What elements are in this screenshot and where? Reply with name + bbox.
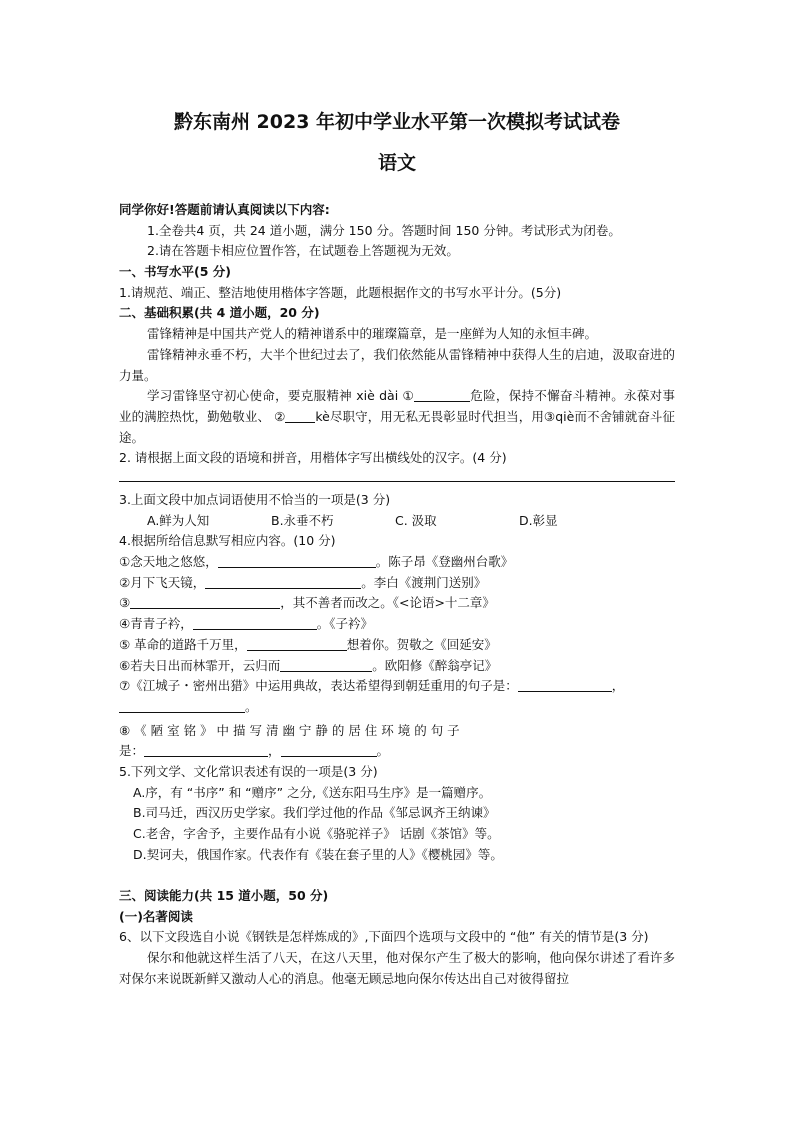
q5-option-b[interactable]: B.司马迁，西汉历史学家。我们学过他的作品《邹忌讽齐王纳谏》 xyxy=(133,805,496,821)
q4-item-4-prompt: ④青青子衿， xyxy=(119,616,193,632)
passage-para-3-part2: 危险，保持不懈奋斗精神。永葆对事业的满腔热忱，勤勉敬业、 ② xyxy=(119,388,675,424)
q4-blank-7b[interactable] xyxy=(119,698,245,713)
q4-item-2-source: 。李白《渡荆门送别》 xyxy=(361,574,487,590)
q4-blank-2[interactable] xyxy=(205,574,361,589)
section1-heading: 一、书写水平(5 分) xyxy=(119,264,231,280)
q5-option-c[interactable]: C.老舍，字舍予，主要作品有小说《骆驼祥子》 话剧《茶馆》等。 xyxy=(133,826,500,842)
q4-item-7-comma: ， xyxy=(611,678,625,694)
option-c[interactable]: C. 汲取 xyxy=(395,512,437,528)
passage-para-3 xyxy=(119,386,675,448)
answer-blank-2[interactable] xyxy=(285,408,315,423)
q4-item-6 xyxy=(119,656,675,677)
passage-para-3-part1: 学习雷锋坚守初心使命，要克服精神 xiè dài ① xyxy=(147,388,414,404)
notice-item-2: 2.请在答题卡相应位置作答，在试题卷上答题视为无效。 xyxy=(147,243,459,259)
notice-item-1: 1.全卷共4 页，共 24 道小题，满分 150 分。答题时间 150 分钟。考试形式为闭卷。 xyxy=(147,222,621,238)
option-a[interactable]: A.鲜为人知 xyxy=(147,512,210,528)
option-d[interactable]: D.彰显 xyxy=(519,512,558,528)
q4-item-5 xyxy=(119,635,675,656)
answer-line-q2[interactable] xyxy=(119,469,675,482)
q4-item-8-cont xyxy=(119,741,675,762)
q4-item-2-prompt: ②月下飞天镜， xyxy=(119,574,206,590)
q5-option-a[interactable]: A.序，有 “书序” 和 “赠序” 之分,《送东阳马生序》是一篇赠序。 xyxy=(133,784,492,800)
q4-blank-6[interactable] xyxy=(280,657,372,672)
q4-blank-7a[interactable] xyxy=(518,677,612,692)
q4-item-5-prompt: ⑤ 革命的道路千万里， xyxy=(119,636,247,652)
passage-para-2: 雷锋精神永垂不朽，大半个世纪过去了，我们依然能从雷锋精神中获得人生的启迪，汲取奋进的力量。 xyxy=(119,346,675,383)
passage-para-3-part3: kè尽职守，用无私无畏彰显时代担当，用③qiè而不舍铺就奋斗征途。 xyxy=(119,408,675,445)
q4-item-1-source: 。陈子昂《登幽州台歌》 xyxy=(375,554,514,570)
q4-item-8-end: 。 xyxy=(376,743,390,759)
q4-item-3 xyxy=(119,593,675,614)
passage-para-1: 雷锋精神是中国共产党人的精神谱系中的璀璨篇章，是一座鲜为人知的永恒丰碑。 xyxy=(147,326,598,342)
q4-item-3-source: ，其不善者而改之。《<论语>十二章》 xyxy=(280,595,495,611)
q4-blank-8a[interactable] xyxy=(144,742,268,757)
q4-blank-5[interactable] xyxy=(247,636,347,651)
question-4: 4.根据所给信息默写相应内容。(10 分) xyxy=(119,533,336,549)
q4-item-1-prompt: ①念天地之悠悠， xyxy=(119,554,218,570)
question-5: 5.下列文学、文化常识表述有误的一项是(3 分) xyxy=(119,763,378,779)
q4-item-6-source: 。欧阳修《醉翁亭记》 xyxy=(372,657,498,673)
q4-blank-8b[interactable] xyxy=(281,742,377,757)
q4-item-4-source: 。《子衿》 xyxy=(316,616,373,632)
answer-blank-1[interactable] xyxy=(414,387,470,402)
q4-item-3-prompt: ③ xyxy=(119,595,131,611)
option-b[interactable]: B.永垂不朽 xyxy=(271,512,334,528)
question-1: 1.请规范、端正、整洁地使用楷体字答题，此题根据作文的书写水平计分。(5分) xyxy=(119,284,562,300)
q4-item-2 xyxy=(119,573,675,594)
subject-title: 语文 xyxy=(377,152,416,174)
q4-item-8-prompt: 是： xyxy=(119,743,145,759)
spacer xyxy=(119,865,675,886)
q4-item-7-end: 。 xyxy=(245,698,258,714)
section3-heading: 三、阅读能力(共 15 道小题，50 分) xyxy=(119,888,329,904)
notice-heading: 同学你好!答题前请认真阅读以下内容: xyxy=(119,202,330,217)
q4-item-1 xyxy=(119,552,675,573)
section3-sub-1: (一)名著阅读 xyxy=(119,908,193,924)
question-2: 2. 请根据上面文段的语境和拼音，用楷体字写出横线处的汉字。(4 分) xyxy=(119,450,507,466)
question-6: 6、以下文段选自小说《钢铁是怎样炼成的》,下面四个选项与文段中的 “他” 有关的情节是(3 分) xyxy=(119,929,649,945)
q4-item-6-prompt: ⑥若夫日出而林霏开，云归而 xyxy=(119,657,281,673)
reading-paragraph: 保尔和他就这样生活了八天，在这八天里，他对保尔产生了极大的影响，他向保尔讲述了看许多对保尔来说既新鲜又激动人心的消息。他毫无顾忌地向保尔传达出自己对彼得留拉 xyxy=(119,950,675,986)
question-3: 3.上面文段中加点词语使用不恰当的一项是(3 分) xyxy=(119,492,391,508)
q4-item-8: ⑧ 《 陋 室 铭 》 中 描 写 清 幽 宁 静 的 居 住 环 境 的 句 子 xyxy=(119,722,460,738)
exam-title: 黔东南州 2023 年初中学业水平第一次模拟考试试卷 xyxy=(173,111,621,133)
exam-body xyxy=(119,200,675,990)
q4-blank-4[interactable] xyxy=(193,615,317,630)
question-3-options xyxy=(119,511,675,532)
q4-item-7 xyxy=(119,676,675,697)
section2-heading: 二、基础积累(共 4 道小题，20 分) xyxy=(119,305,320,321)
q4-blank-1[interactable] xyxy=(218,553,376,568)
q4-item-7-cont xyxy=(119,697,675,718)
q4-blank-3[interactable] xyxy=(130,594,280,609)
q4-item-4 xyxy=(119,614,675,635)
q4-item-5-source: 想着你。贺敬之《回延安》 xyxy=(346,636,497,652)
q4-item-8-comma: ， xyxy=(268,743,281,759)
q4-item-7-prompt: ⑦《江城子・密州出猎》中运用典故，表达希望得到朝廷重用的句子是： xyxy=(119,678,518,694)
q5-option-d[interactable]: D.契诃夫，俄国作家。代表作有《装在套子里的人》《樱桃园》等。 xyxy=(133,846,503,862)
